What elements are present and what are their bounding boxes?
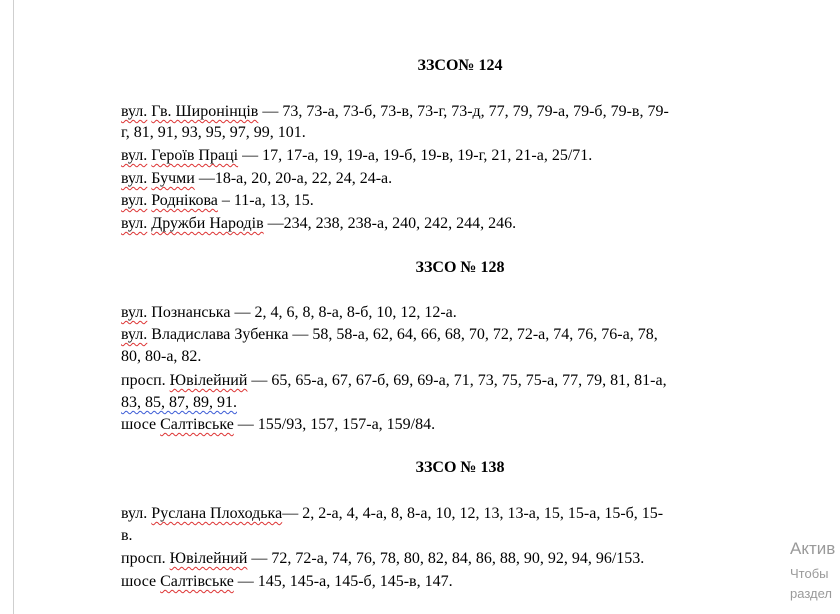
house-numbers: —234, 238, 238-а, 240, 242, 244, 246. bbox=[263, 215, 517, 232]
street-name: Салтівське bbox=[160, 573, 234, 590]
street-prefix: просп. bbox=[121, 550, 166, 567]
house-numbers: — 65, 65-а, 67, 67-б, 69, 69-а, 71, 73, 75, 75-а, 77, 79, 81, 81-а, bbox=[247, 372, 667, 389]
address-line bbox=[121, 549, 801, 569]
address-line bbox=[121, 415, 801, 435]
address-line bbox=[121, 303, 801, 323]
house-numbers: — 58, 58-а, 62, 64, 66, 68, 70, 72, 72-а, 74, 76, 76-а, 78, bbox=[288, 326, 658, 343]
house-numbers: — 72, 72-а, 74, 76, 78, 80, 82, 84, 86, 88, 90, 92, 94, 96/153. bbox=[247, 550, 645, 567]
house-numbers: — 155/93, 157, 157-а, 159/84. bbox=[233, 416, 436, 433]
house-numbers: —18-а, 20, 20-а, 22, 24, 24-а. bbox=[194, 170, 393, 187]
address-line-continued bbox=[121, 347, 801, 367]
street-prefix: шосе bbox=[121, 573, 157, 590]
activation-watermark-title: Актив bbox=[790, 539, 836, 558]
street-prefix: вул. bbox=[121, 326, 148, 343]
house-numbers: 80, 80-а, 82. bbox=[121, 348, 202, 365]
street-prefix: вул. bbox=[121, 505, 148, 522]
street-name: Руслана Плоходька bbox=[151, 505, 283, 522]
address-line bbox=[121, 146, 801, 166]
address-line bbox=[121, 325, 801, 345]
address-line bbox=[121, 214, 801, 234]
section-heading: ЗЗСО№ 124 bbox=[417, 57, 503, 74]
address-line bbox=[121, 572, 801, 592]
street-name: Гв. Широнінців bbox=[151, 103, 259, 120]
street-name: Познанська bbox=[151, 304, 231, 321]
street-prefix: вул. bbox=[121, 192, 148, 209]
street-name: Ювілейний bbox=[169, 550, 248, 567]
street-name: Салтівське bbox=[160, 416, 234, 433]
address-line bbox=[121, 504, 801, 524]
street-prefix: просп. bbox=[121, 372, 166, 389]
house-numbers: г, 81, 91, 93, 95, 97, 99, 101. bbox=[121, 124, 306, 141]
house-numbers: 83, 85, 87, 89, 91. bbox=[121, 394, 237, 411]
street-prefix: вул. bbox=[121, 304, 148, 321]
address-line-continued bbox=[121, 526, 801, 546]
house-numbers: — 2, 4, 6, 8, 8-а, 8-б, 10, 12, 12-а. bbox=[230, 304, 457, 321]
street-name: Ювілейний bbox=[169, 372, 248, 389]
street-prefix: шосе bbox=[121, 416, 157, 433]
street-name: Бучми bbox=[151, 170, 195, 187]
house-numbers: — 17, 17-а, 19, 19-а, 19-б, 19-в, 19-г, 21, 21-а, 25/71. bbox=[238, 147, 593, 164]
house-numbers: в. bbox=[121, 527, 133, 544]
address-line bbox=[121, 371, 801, 391]
activation-watermark-line: Чтобы bbox=[790, 566, 829, 581]
street-name: Героїв Праці bbox=[151, 147, 239, 164]
address-line bbox=[121, 102, 801, 122]
street-name: Владислава Зубенка bbox=[151, 326, 289, 343]
address-line bbox=[121, 169, 801, 189]
address-line-continued bbox=[121, 393, 801, 413]
house-numbers: — 145, 145-а, 145-б, 145-в, 147. bbox=[233, 573, 453, 590]
section-heading: ЗЗСО № 128 bbox=[415, 259, 505, 276]
house-numbers: — 73, 73-а, 73-б, 73-в, 73-г, 73-д, 77, 79, 79-а, 79-б, 79-в, 79- bbox=[258, 103, 669, 120]
street-name: Дружби Народів bbox=[151, 215, 264, 232]
section-heading: ЗЗСО № 138 bbox=[415, 459, 505, 476]
street-prefix: вул. bbox=[121, 103, 148, 120]
activation-watermark-line: раздел bbox=[790, 586, 832, 601]
house-numbers: – 11-а, 13, 15. bbox=[217, 192, 314, 209]
street-name: Роднікова bbox=[151, 192, 218, 209]
street-prefix: вул. bbox=[121, 170, 148, 187]
address-line-continued bbox=[121, 123, 801, 143]
street-prefix: вул. bbox=[121, 215, 148, 232]
street-prefix: вул. bbox=[121, 147, 148, 164]
address-line bbox=[121, 191, 801, 211]
house-numbers: — 2, 2-а, 4, 4-а, 8, 8-а, 10, 12, 13, 13-а, 15, 15-а, 15-б, 15- bbox=[282, 505, 664, 522]
